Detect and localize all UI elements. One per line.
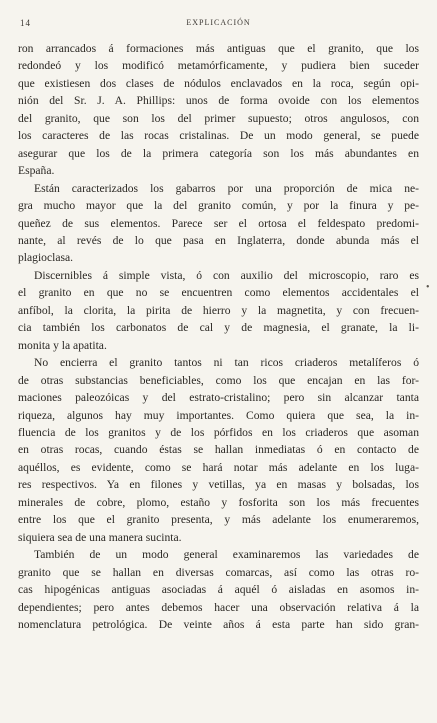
text-line: queñez de sus elementos. Parece ser el ortosa el feldespato predomi-	[18, 216, 419, 230]
text-line: cas hipogénicas antiguas asociadas á aquél ó aisladas en asomos in-	[18, 583, 419, 597]
text-line: No encierra el granito tantos ni tan ricos criaderos metalíferos ó	[34, 356, 419, 370]
text-line: plagioclasa.	[18, 251, 74, 265]
text-line: aquéllos, es evidente, como se hará notar más adelante en los luga-	[18, 460, 419, 474]
text-line: anfíbol, la clorita, la pirita de hierro y la magnetita, y con frecuen-	[18, 303, 419, 317]
running-title: EXPLICACIÓN	[186, 18, 251, 27]
text-line: asegurar que los de la primera categoría son los más abundantes en	[18, 146, 419, 160]
text-line: del granito, que son los del primer supuesto; otros angulosos, con	[18, 111, 419, 125]
running-head	[18, 18, 419, 34]
text-line: España.	[18, 164, 55, 178]
text-line: dependientes; pero antes debemos hacer una observación relativa á la	[18, 600, 419, 614]
text-line: fluencia de los granitos y de los pórfidos en los criaderos que asoman	[18, 425, 419, 439]
text-line: gra mucho mayor que la del granito común, y por la finura y pe-	[18, 199, 419, 213]
text-line: Discernibles á simple vista, ó con auxilio del microscopio, raro es	[34, 268, 419, 282]
text-line: granito que se hallan en diversas comarcas, así como las otras ro-	[18, 565, 419, 579]
text-line: en otras rocas, cuando éstas se hallan inmediatas ó en contacto de	[18, 443, 419, 457]
text-line: nión del Sr. J. A. Phillips: unos de forma ovoide con los elementos	[18, 94, 419, 108]
text-line: de otras substancias beneficiables, como los que encajan en las for-	[18, 373, 419, 387]
body-text	[18, 40, 419, 633]
text-line: redondeó y los modificó metamórficamente, y pudiera bien suceder	[18, 59, 419, 73]
text-line: ron arrancados á formaciones más antiguas que el granito, que los	[18, 42, 419, 55]
text-line: los caracteres de las rocas cristalinas. De un modo general, se puede	[18, 129, 419, 143]
text-line: minerales de cobre, plomo, estaño y fosforita son los más frecuentes	[18, 495, 419, 509]
text-line: entre los que el granito presenta, y más adelante los enumeraremos,	[18, 513, 419, 527]
text-line: Están caracterizados los gabarros por una proporción de mica ne-	[34, 181, 419, 195]
page-number: 14	[20, 18, 31, 28]
text-line: nomenclatura petrológica. De veinte años á esta parte han sido gran-	[18, 617, 419, 631]
text-line: monita y la apatita.	[18, 338, 107, 352]
text-line: riqueza, algunos hay muy importantes. Como quiera que sea, la in-	[18, 408, 419, 422]
text-line: res respectivos. Ya en filones y vetillas, ya en masas y bolsadas, los	[18, 478, 419, 492]
text-line: siquiera sea de una manera sucinta.	[18, 530, 182, 544]
text-line: el granito en que no se encuentren como elementos accidentales el	[18, 286, 419, 300]
text-line: También de un modo general examinaremos las variedades de	[34, 548, 419, 562]
margin-mark: •	[426, 282, 430, 293]
text-line: maciones paleozóicas y del estrato-cristalino; pero sin alcanzar tanta	[18, 391, 419, 405]
text-line: que existiesen dos clases de nódulos enclavados en la roca, según opi-	[18, 76, 419, 90]
text-line: nante, al revés de lo que pasa en Inglaterra, donde abunda más el	[18, 233, 419, 247]
text-line: cia también los carbonatos de cal y de magnesia, el granate, la li-	[18, 321, 419, 335]
